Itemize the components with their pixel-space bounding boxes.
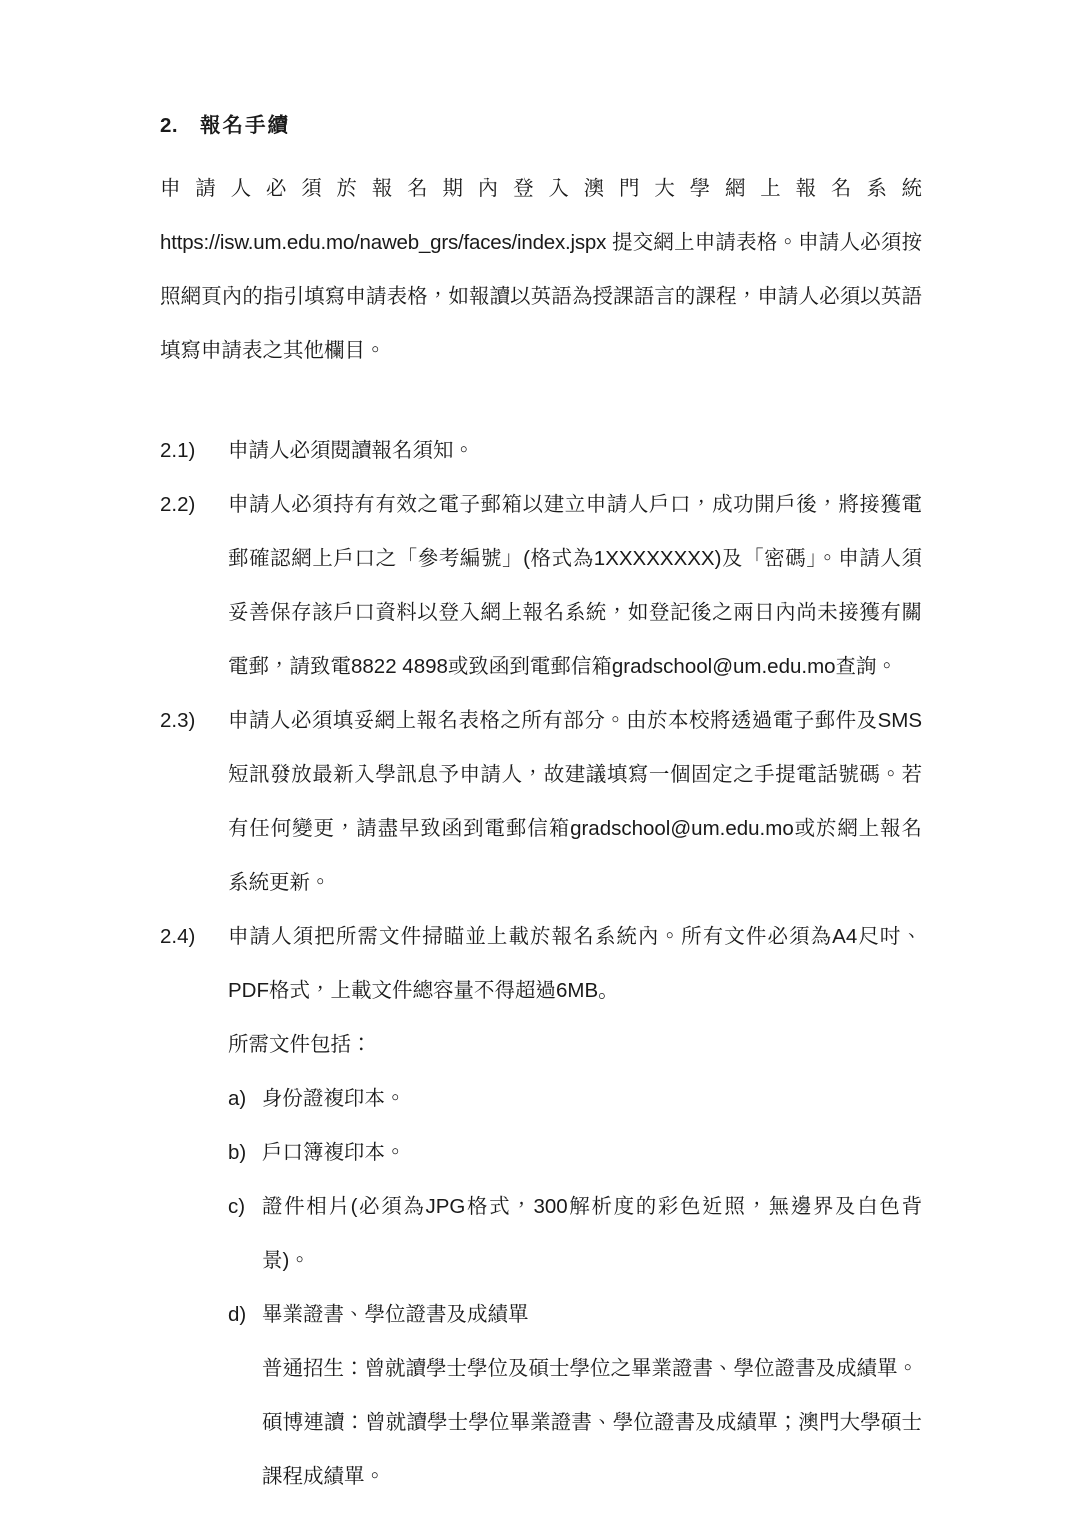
intro-paragraph	[160, 162, 922, 378]
required-documents-intro: 所需文件包括：	[228, 1033, 372, 1056]
clause-number: 2.3)	[160, 709, 196, 732]
intro-line-2: 提交網上申請表格。申請人必須按照網頁內的指引填寫申請表格，如報讀以英語為授課語言的課程，申請人必須以英語填寫申請表之其他欄目。	[160, 231, 922, 362]
spacer	[160, 378, 922, 424]
clause-2-1	[160, 424, 922, 478]
document-item-c	[228, 1180, 922, 1288]
intro-line-1: 申請人必須於報名期內登入澳門大學網上報名系統	[160, 177, 922, 200]
document-item-d	[228, 1288, 922, 1504]
clause-text: 申請人須把所需文件掃瞄並上載於報名系統內。所有文件必須為A4尺吋、PDF格式，上載文件總容量不得超過6MB。	[228, 925, 922, 1002]
clause-2-3	[160, 694, 922, 910]
item-marker: b)	[228, 1141, 247, 1164]
item-marker: d)	[228, 1303, 247, 1326]
required-documents-list	[228, 1072, 922, 1504]
application-url: https://isw.um.edu.mo/naweb_grs/faces/index.jspx	[160, 231, 607, 254]
admission-note-general: 普通招生：曾就讀學士學位及碩士學位之畢業證書、學位證書及成績單。	[262, 1357, 918, 1380]
item-text: 畢業證書、學位證書及成績單	[262, 1303, 529, 1326]
clause-2-2	[160, 478, 922, 694]
section-title: 報名手續	[200, 114, 290, 137]
clause-text: 申請人必須持有有效之電子郵箱以建立申請人戶口，成功開戶後，將接獲電郵確認網上戶口之「參考編號」(格式為1XXXXXXXX)及「密碼」。申請人須妥善保存該戶口資料以登入網上報名系統，如登記後之兩日內尚未接獲有關電郵，請致電8822 4898或致函到電郵信箱gradschool@um.edu.mo查詢。	[228, 493, 922, 678]
document-item-b	[228, 1126, 922, 1180]
clause-number: 2.1)	[160, 439, 196, 462]
item-marker: a)	[228, 1087, 247, 1110]
document-item-a	[228, 1072, 922, 1126]
clause-number: 2.4)	[160, 925, 196, 948]
clause-text: 申請人必須閱讀報名須知。	[228, 439, 474, 462]
clause-body	[228, 424, 922, 478]
clause-body	[228, 694, 922, 910]
section-heading	[160, 108, 922, 138]
admission-note-combined: 碩博連讀：曾就讀學士學位畢業證書、學位證書及成績單；澳門大學碩士課程成績單。	[262, 1411, 922, 1488]
clause-body	[228, 478, 922, 694]
item-body	[262, 1288, 922, 1504]
item-text: 戶口簿複印本。	[262, 1141, 406, 1164]
item-body	[262, 1180, 922, 1288]
clause-text: 申請人必須填妥網上報名表格之所有部分。由於本校將透過電子郵件及SMS短訊發放最新入學訊息予申請人，故建議填寫一個固定之手提電話號碼。若有任何變更，請盡早致函到電郵信箱gradschool@um.edu.mo或於網上報名系統更新。	[228, 709, 922, 894]
item-text: 身份證複印本。	[262, 1087, 406, 1110]
clause-body	[228, 910, 922, 1504]
item-body	[262, 1072, 922, 1126]
item-text: 證件相片(必須為JPG格式，300解析度的彩色近照，無邊界及白色背景)。	[262, 1195, 922, 1272]
item-marker: c)	[228, 1195, 246, 1218]
clause-number: 2.2)	[160, 493, 196, 516]
item-body	[262, 1126, 922, 1180]
clause-2-4	[160, 910, 922, 1504]
section-number: 2.	[160, 114, 179, 137]
clause-list	[160, 424, 922, 1504]
document-content	[160, 108, 922, 1504]
